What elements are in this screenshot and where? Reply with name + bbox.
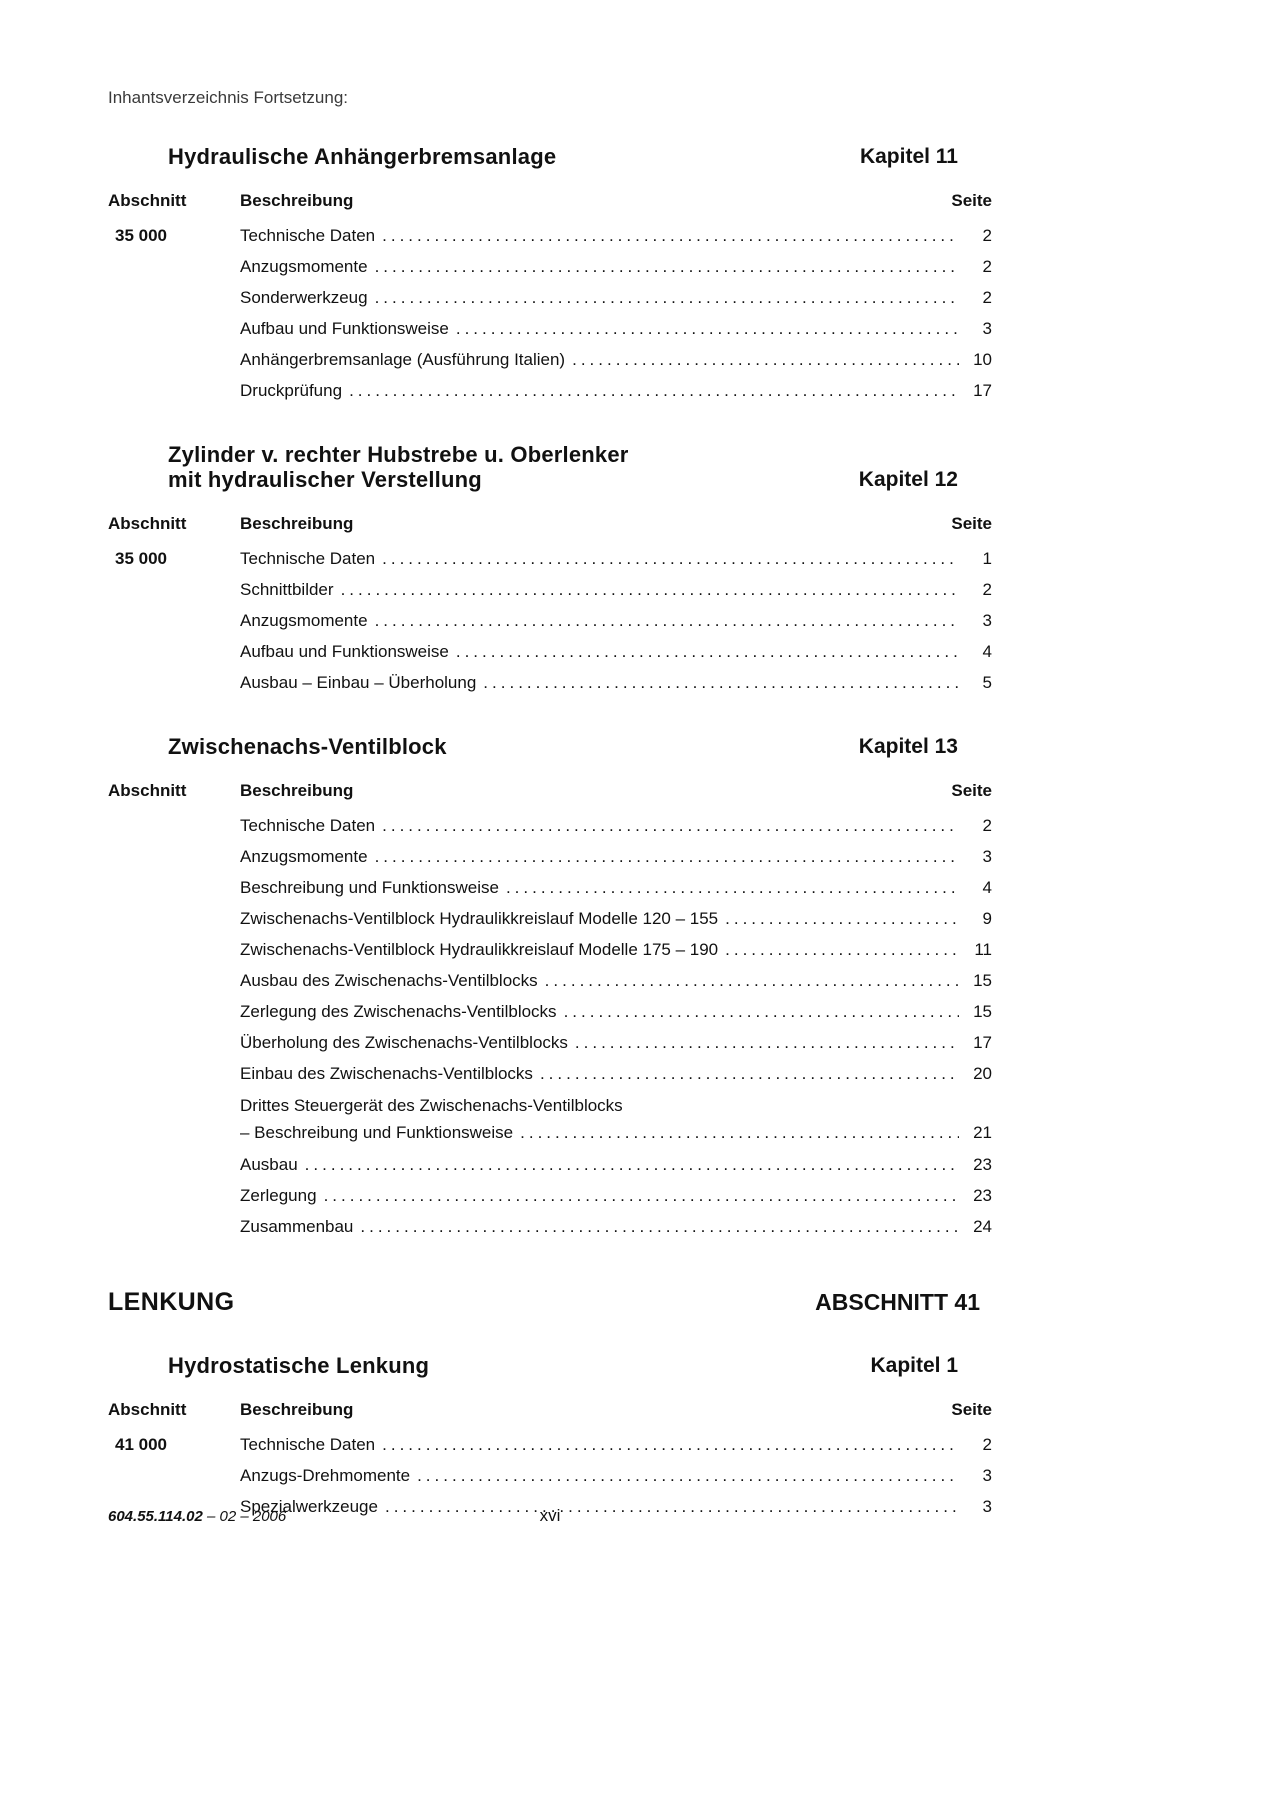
dot-leader bbox=[520, 1119, 959, 1146]
toc-entry bbox=[108, 313, 992, 344]
entry-body bbox=[240, 996, 992, 1027]
entry-body bbox=[240, 1149, 992, 1180]
entry-page-number: 2 bbox=[982, 257, 992, 276]
entry-line bbox=[240, 1460, 992, 1491]
entry-line bbox=[240, 934, 992, 965]
dot-leader bbox=[305, 1149, 959, 1180]
toc-entry bbox=[108, 810, 992, 841]
entry-page-number: 23 bbox=[973, 1186, 992, 1205]
entry-line bbox=[240, 636, 992, 667]
toc-entry bbox=[108, 841, 992, 872]
entry-title: Ausbau – Einbau – Überholung bbox=[240, 673, 477, 692]
toc-entry bbox=[108, 1058, 992, 1089]
entry-line bbox=[240, 903, 992, 934]
chapter-title bbox=[168, 734, 447, 759]
entry-title: Überholung des Zwischenachs-Ventilblocks bbox=[240, 1033, 568, 1052]
entry-abschnitt-number bbox=[108, 903, 240, 934]
entry-title: Technische Daten bbox=[240, 1435, 376, 1454]
dot-leader bbox=[725, 934, 959, 965]
entry-page-number: 17 bbox=[973, 381, 992, 400]
entry-abschnitt-number bbox=[108, 1460, 240, 1491]
dot-leader bbox=[540, 1058, 959, 1089]
chapter-title bbox=[168, 1353, 429, 1378]
entry-body bbox=[240, 1027, 992, 1058]
entry-body bbox=[240, 965, 992, 996]
toc-entry bbox=[108, 996, 992, 1027]
entry-abschnitt-number bbox=[108, 872, 240, 903]
entry-line bbox=[240, 1058, 992, 1089]
dot-leader bbox=[456, 636, 959, 667]
dot-leader bbox=[382, 543, 959, 574]
entry-line bbox=[240, 543, 992, 574]
part-section-ref: ABSCHNITT 41 bbox=[815, 1289, 980, 1315]
entry-line bbox=[240, 344, 992, 375]
chapter-title-line: Zwischenachs-Ventilblock bbox=[168, 734, 447, 759]
dot-leader bbox=[564, 996, 959, 1027]
entry-page-number: 2 bbox=[982, 1435, 992, 1454]
dot-leader bbox=[324, 1180, 959, 1211]
entry-abschnitt-number: 41 000 bbox=[115, 1435, 167, 1454]
entry-line bbox=[240, 1119, 992, 1146]
toc-entry bbox=[108, 1211, 992, 1242]
column-header-abschnitt: Abschnitt bbox=[108, 1400, 187, 1419]
entry-title: Technische Daten bbox=[240, 549, 376, 568]
chapter-title-line: Hydrostatische Lenkung bbox=[168, 1353, 430, 1378]
entry-body bbox=[240, 313, 992, 344]
entry-title: Zwischenachs-Ventilblock Hydraulikkreislauf Modelle 120 – 155 bbox=[240, 909, 719, 928]
doc-date: – 02 – 2006 bbox=[202, 1508, 287, 1525]
entry-line bbox=[240, 220, 992, 251]
dot-leader bbox=[575, 1027, 959, 1058]
toc-entry bbox=[108, 903, 992, 934]
toc-entry bbox=[108, 543, 992, 574]
entry-body bbox=[240, 375, 992, 406]
part-title: LENKUNG bbox=[108, 1288, 235, 1316]
dot-leader bbox=[349, 375, 959, 406]
entry-body bbox=[240, 282, 992, 313]
entry-page-number: 21 bbox=[973, 1123, 992, 1142]
toc-entry bbox=[108, 1089, 992, 1149]
column-header-beschreibung: Beschreibung bbox=[240, 1400, 354, 1419]
entry-page-number: 15 bbox=[973, 971, 992, 990]
entry-abschnitt-number bbox=[108, 375, 240, 406]
document-reference bbox=[108, 1508, 286, 1525]
entry-line bbox=[240, 1149, 992, 1180]
column-headers bbox=[108, 780, 992, 802]
column-headers bbox=[108, 1399, 992, 1421]
toc-entry bbox=[108, 251, 992, 282]
entry-body bbox=[240, 810, 992, 841]
column-headers bbox=[108, 513, 992, 535]
entry-abschnitt-number: 35 000 bbox=[115, 226, 167, 245]
part-heading bbox=[108, 1288, 992, 1317]
entry-title: Schnittbilder bbox=[240, 580, 334, 599]
column-header-abschnitt: Abschnitt bbox=[108, 191, 187, 210]
entry-abschnitt-number bbox=[108, 344, 240, 375]
entry-body bbox=[240, 220, 992, 251]
entry-line bbox=[240, 1180, 992, 1211]
entry-page-number: 3 bbox=[982, 319, 992, 338]
column-header-seite: Seite bbox=[951, 514, 992, 533]
toc-entry bbox=[108, 375, 992, 406]
dot-leader bbox=[341, 574, 959, 605]
dot-leader bbox=[725, 903, 959, 934]
entry-line bbox=[240, 1027, 992, 1058]
entry-title: Zerlegung des Zwischenachs-Ventilblocks bbox=[240, 1002, 557, 1021]
entry-title: Anhängerbremsanlage (Ausführung Italien) bbox=[240, 350, 566, 369]
entry-body bbox=[240, 903, 992, 934]
entry-page-number: 2 bbox=[982, 816, 992, 835]
entry-page-number: 17 bbox=[973, 1033, 992, 1052]
doc-number: 604.55.114.02 bbox=[108, 1508, 203, 1525]
dot-leader bbox=[375, 282, 959, 313]
entry-body bbox=[240, 1429, 992, 1460]
toc-continuation-label: Inhantsverzeichnis Fortsetzung: bbox=[108, 88, 349, 107]
toc-chapter bbox=[108, 734, 992, 1242]
page-footer bbox=[108, 1506, 992, 1532]
entry-line bbox=[240, 810, 992, 841]
entry-body bbox=[240, 872, 992, 903]
entry-abschnitt-number bbox=[108, 1149, 240, 1180]
entry-page-number: 2 bbox=[982, 288, 992, 307]
column-header-abschnitt: Abschnitt bbox=[108, 781, 187, 800]
entry-page-number: 23 bbox=[973, 1155, 992, 1174]
entry-title: Spezialwerkzeuge bbox=[240, 1497, 378, 1516]
toc-entry-list bbox=[108, 810, 992, 1242]
entry-abschnitt-number bbox=[108, 1180, 240, 1211]
toc-entry bbox=[108, 1180, 992, 1211]
toc-entry bbox=[108, 574, 992, 605]
toc-entry bbox=[108, 872, 992, 903]
dot-leader bbox=[417, 1460, 959, 1491]
entry-page-number: 3 bbox=[982, 1466, 992, 1485]
column-header-seite: Seite bbox=[951, 191, 992, 210]
entry-line bbox=[240, 667, 992, 698]
entry-title: Anzugsmomente bbox=[240, 611, 368, 630]
entry-title: Aufbau und Funktionsweise bbox=[240, 642, 449, 661]
entry-page-number: 10 bbox=[973, 350, 992, 369]
entry-title: Ausbau bbox=[240, 1155, 298, 1174]
toc-entry bbox=[108, 1149, 992, 1180]
entry-title: Sonderwerkzeug bbox=[240, 288, 368, 307]
entry-title-line1: Drittes Steuergerät des Zwischenachs-Ventilblocks bbox=[240, 1096, 623, 1115]
entry-page-number: 11 bbox=[974, 940, 992, 959]
entry-abschnitt-number bbox=[108, 574, 240, 605]
entry-page-number: 2 bbox=[982, 226, 992, 245]
entry-body bbox=[240, 1089, 992, 1149]
entry-line bbox=[240, 841, 992, 872]
toc-entry bbox=[108, 220, 992, 251]
entry-line bbox=[240, 313, 992, 344]
entry-abschnitt-number bbox=[108, 282, 240, 313]
entry-title: – Beschreibung und Funktionsweise bbox=[240, 1123, 514, 1142]
chapter-title-line: Hydraulische Anhängerbremsanlage bbox=[168, 144, 557, 169]
entry-abschnitt-number bbox=[108, 313, 240, 344]
entry-body bbox=[240, 1058, 992, 1089]
entry-title: Technische Daten bbox=[240, 816, 376, 835]
chapter-ref: Kapitel 1 bbox=[870, 1354, 958, 1377]
dot-leader bbox=[545, 965, 959, 996]
entry-page-number: 2 bbox=[982, 580, 992, 599]
entry-body bbox=[240, 605, 992, 636]
toc-sections bbox=[108, 144, 992, 1522]
entry-line bbox=[240, 282, 992, 313]
entry-body bbox=[240, 574, 992, 605]
entry-title: Beschreibung und Funktionsweise bbox=[240, 878, 499, 897]
entry-abschnitt-number bbox=[108, 1027, 240, 1058]
entry-abschnitt-number: 35 000 bbox=[115, 549, 167, 568]
entry-body bbox=[240, 543, 992, 574]
chapter-heading bbox=[108, 442, 992, 492]
dot-leader bbox=[382, 1429, 959, 1460]
toc-chapter bbox=[108, 1353, 992, 1522]
entry-title: Zwischenachs-Ventilblock Hydraulikkreislauf Modelle 175 – 190 bbox=[240, 940, 719, 959]
entry-abschnitt-number bbox=[108, 1211, 240, 1242]
entry-body bbox=[240, 344, 992, 375]
entry-body bbox=[240, 1460, 992, 1491]
entry-body bbox=[240, 636, 992, 667]
toc-entry bbox=[108, 934, 992, 965]
entry-title: Zusammenbau bbox=[240, 1217, 354, 1236]
entry-abschnitt-number bbox=[108, 667, 240, 698]
dot-leader bbox=[382, 220, 959, 251]
entry-abschnitt-number bbox=[108, 605, 240, 636]
entry-line bbox=[240, 1429, 992, 1460]
dot-leader bbox=[382, 810, 959, 841]
chapter-title-line: mit hydraulischer Verstellung bbox=[168, 467, 482, 492]
entry-page-number: 5 bbox=[982, 673, 992, 692]
toc-chapter bbox=[108, 144, 992, 406]
entry-page-number: 20 bbox=[973, 1064, 992, 1083]
dot-leader bbox=[375, 841, 959, 872]
entry-body bbox=[240, 667, 992, 698]
toc-entry-list bbox=[108, 543, 992, 698]
entry-body bbox=[240, 1180, 992, 1211]
entry-abschnitt-number bbox=[108, 841, 240, 872]
entry-title: Anzugsmomente bbox=[240, 257, 368, 276]
toc-entry bbox=[108, 1460, 992, 1491]
column-header-beschreibung: Beschreibung bbox=[240, 191, 354, 210]
entry-body bbox=[240, 934, 992, 965]
chapter-title-line: Zylinder v. rechter Hubstrebe u. Oberlenker bbox=[168, 442, 629, 467]
toc-entry bbox=[108, 636, 992, 667]
entry-title: Technische Daten bbox=[240, 226, 376, 245]
entry-line bbox=[240, 872, 992, 903]
entry-line bbox=[240, 251, 992, 282]
entry-line bbox=[240, 996, 992, 1027]
dot-leader bbox=[483, 667, 959, 698]
entry-body bbox=[240, 841, 992, 872]
dot-leader bbox=[375, 605, 959, 636]
entry-page-number: 9 bbox=[982, 909, 992, 928]
entry-page-number: 4 bbox=[982, 878, 992, 897]
entry-line bbox=[240, 1211, 992, 1242]
entry-abschnitt-number bbox=[108, 965, 240, 996]
entry-abschnitt-number bbox=[108, 996, 240, 1027]
chapter-title bbox=[168, 442, 629, 492]
entry-page-number: 24 bbox=[973, 1217, 992, 1236]
entry-abschnitt-number bbox=[108, 636, 240, 667]
entry-title: Anzugsmomente bbox=[240, 847, 368, 866]
column-header-abschnitt: Abschnitt bbox=[108, 514, 187, 533]
toc-entry bbox=[108, 965, 992, 996]
toc-chapter bbox=[108, 442, 992, 698]
entry-page-number: 1 bbox=[982, 549, 992, 568]
entry-page-number: 3 bbox=[982, 611, 992, 630]
entry-title: Aufbau und Funktionsweise bbox=[240, 319, 449, 338]
entry-page-number: 4 bbox=[982, 642, 992, 661]
toc-entry bbox=[108, 282, 992, 313]
entry-line bbox=[240, 605, 992, 636]
toc-entry bbox=[108, 667, 992, 698]
toc-entry bbox=[108, 344, 992, 375]
entry-title: Druckprüfung bbox=[240, 381, 343, 400]
entry-abschnitt-number bbox=[108, 1058, 240, 1089]
chapter-ref: Kapitel 13 bbox=[858, 735, 958, 758]
column-header-seite: Seite bbox=[951, 781, 992, 800]
entry-line bbox=[240, 574, 992, 605]
entry-line bbox=[240, 965, 992, 996]
chapter-heading bbox=[108, 734, 992, 759]
chapter-ref: Kapitel 11 bbox=[859, 145, 958, 168]
entry-page-number: 3 bbox=[982, 1497, 992, 1516]
column-header-beschreibung: Beschreibung bbox=[240, 781, 354, 800]
entry-abschnitt-number bbox=[108, 251, 240, 282]
column-headers bbox=[108, 190, 992, 212]
entry-page-number: 3 bbox=[982, 847, 992, 866]
dot-leader bbox=[456, 313, 959, 344]
toc-entry bbox=[108, 605, 992, 636]
entry-title: Zerlegung bbox=[240, 1186, 317, 1205]
dot-leader bbox=[572, 344, 959, 375]
toc-entry bbox=[108, 1429, 992, 1460]
chapter-heading bbox=[108, 1353, 992, 1378]
entry-abschnitt-number bbox=[108, 1089, 240, 1149]
entry-abschnitt-number bbox=[108, 934, 240, 965]
entry-line bbox=[240, 375, 992, 406]
dot-leader bbox=[506, 872, 959, 903]
entry-body bbox=[240, 251, 992, 282]
chapter-title bbox=[168, 144, 556, 169]
entry-page-number: 15 bbox=[973, 1002, 992, 1021]
dot-leader bbox=[375, 251, 959, 282]
column-header-seite: Seite bbox=[951, 1400, 992, 1419]
entry-title: Anzugs-Drehmomente bbox=[240, 1466, 411, 1485]
toc-entry-list bbox=[108, 220, 992, 406]
chapter-ref: Kapitel 12 bbox=[858, 468, 958, 491]
column-header-beschreibung: Beschreibung bbox=[240, 514, 354, 533]
page-number: xvi bbox=[539, 1506, 561, 1525]
entry-title: Ausbau des Zwischenachs-Ventilblocks bbox=[240, 971, 538, 990]
toc-entry bbox=[108, 1027, 992, 1058]
entry-body bbox=[240, 1211, 992, 1242]
chapter-heading bbox=[108, 144, 992, 169]
dot-leader bbox=[360, 1211, 959, 1242]
entry-title: Einbau des Zwischenachs-Ventilblocks bbox=[240, 1064, 533, 1083]
toc-content bbox=[108, 88, 992, 1522]
entry-abschnitt-number bbox=[108, 810, 240, 841]
